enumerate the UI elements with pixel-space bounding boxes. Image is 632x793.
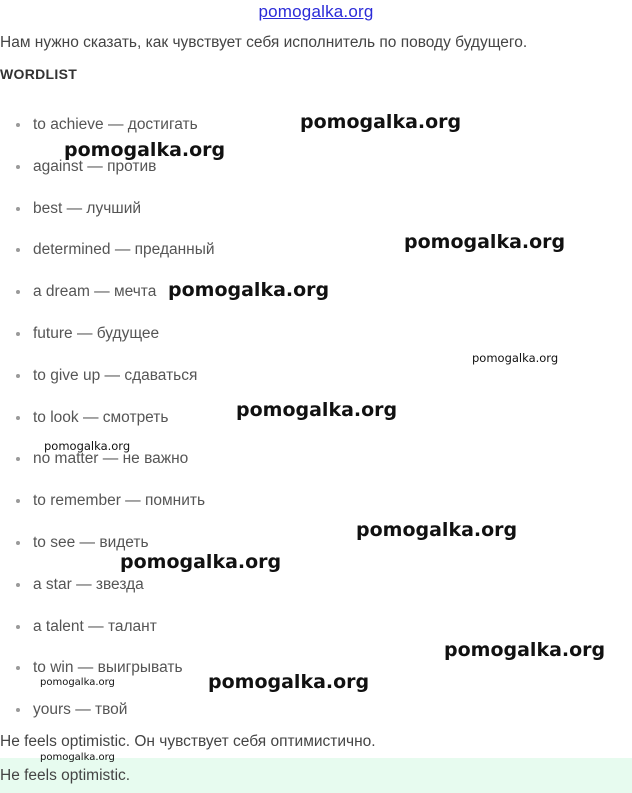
watermark: pomogalka.org <box>356 519 518 541</box>
watermark: pomogalka.org <box>44 439 131 453</box>
intro-text: Нам нужно сказать, как чувствует себя исполнитель по поводу будущего. <box>0 34 528 51</box>
watermark: pomogalka.org <box>444 639 606 661</box>
list-item <box>0 397 215 439</box>
list-item-text: to see — видеть <box>33 533 149 551</box>
list-item <box>0 480 215 522</box>
answer-box <box>0 758 632 793</box>
bullet-icon <box>16 332 20 336</box>
list-item-text: to give up — сдаваться <box>33 366 198 384</box>
watermark: pomogalka.org <box>120 551 282 573</box>
bullet-icon <box>16 374 20 378</box>
list-item-text: against — против <box>33 157 157 175</box>
bullet-icon <box>16 165 20 169</box>
list-item-text: to win — выигрывать <box>33 659 183 677</box>
translation-line: He feels optimistic. Он чувствует себя оптимистично. <box>0 733 376 750</box>
list-item-text: determined — преданный <box>33 241 215 259</box>
list-item-text: a talent — талант <box>33 617 157 635</box>
bullet-icon <box>16 541 20 545</box>
list-item-text: a dream — мечта <box>33 283 157 301</box>
watermark: pomogalka.org <box>64 139 226 161</box>
wordlist <box>0 104 215 731</box>
bullet-icon <box>16 123 20 127</box>
bullet-icon <box>16 290 20 294</box>
list-item-text: future — будущее <box>33 324 160 342</box>
list-item <box>0 313 215 355</box>
bullet-icon <box>16 583 20 587</box>
watermark: pomogalka.org <box>472 351 559 365</box>
bullet-icon <box>16 457 20 461</box>
watermark: pomogalka.org <box>404 231 566 253</box>
bullet-icon <box>16 248 20 252</box>
watermark: pomogalka.org <box>208 671 370 693</box>
list-item-text: to remember — помнить <box>33 492 206 510</box>
wordlist-heading: WORDLIST <box>0 66 78 82</box>
watermark: pomogalka.org <box>40 752 115 763</box>
list-item-text: to achieve — достигать <box>33 116 198 133</box>
bullet-icon <box>16 666 20 670</box>
answer-text: He feels optimistic. <box>0 767 131 784</box>
bullet-icon <box>16 708 20 712</box>
list-item-text: yours — твой <box>33 701 128 719</box>
bullet-icon <box>16 416 20 420</box>
list-item-text: a star — звезда <box>33 575 144 593</box>
watermark: pomogalka.org <box>40 677 115 688</box>
list-item <box>0 606 215 648</box>
list-item-text: best — лучший <box>33 199 142 217</box>
list-item-text: no matter — не важно <box>33 450 189 468</box>
bullet-icon <box>16 499 20 503</box>
bullet-icon <box>16 207 20 211</box>
watermark: pomogalka.org <box>300 111 462 133</box>
watermark: pomogalka.org <box>236 399 398 421</box>
list-item-text: to look — смотреть <box>33 408 169 426</box>
bullet-icon <box>16 625 20 629</box>
watermark: pomogalka.org <box>168 279 330 301</box>
list-item <box>0 229 215 271</box>
list-item <box>0 188 215 230</box>
site-link[interactable]: pomogalka.org <box>258 2 374 21</box>
list-item <box>0 355 215 397</box>
list-item <box>0 689 215 731</box>
